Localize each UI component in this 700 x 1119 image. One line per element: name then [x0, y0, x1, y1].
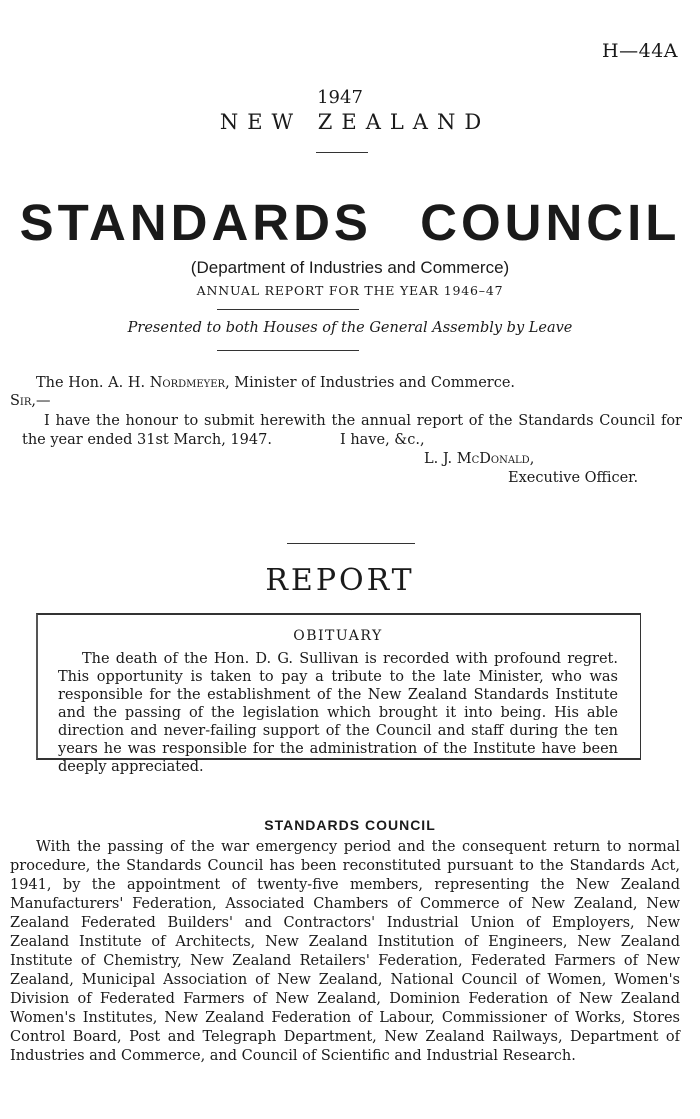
presented-note: Presented to both Houses of the General Assembly by Leave	[127, 320, 573, 336]
section-heading: STANDARDS COUNCIL	[264, 817, 436, 833]
divider	[217, 350, 359, 351]
divider	[316, 152, 368, 153]
divider	[287, 543, 415, 544]
obituary-text: The death of the Hon. D. G. Sullivan is recorded with profound regret. This opportunity is taken to pay a tribute to the late Minister, who was responsible for the establishment of the New Zealand Standards Institute and the passing of the legislation which brought it into being. His able direction and never-failing support of the Council and staff during the ten years he was responsible for the administration of the Institute have been deeply appreciated.	[58, 651, 618, 775]
addressee-suffix: , Minister of Industries and Commerce.	[225, 375, 516, 391]
salutation: Sir,—	[10, 393, 51, 409]
document-reference: H—44A	[602, 40, 678, 62]
addressee-name: Nordmeyer	[149, 375, 226, 391]
annual-report-line: ANNUAL REPORT FOR THE YEAR 1946–47	[196, 283, 504, 298]
report-heading: REPORT	[265, 563, 415, 598]
publication-year: 1947	[317, 87, 363, 108]
document-title: STANDARDS COUNCIL	[19, 194, 681, 251]
obituary-heading: OBITUARY	[293, 628, 383, 644]
letter-body: I have the honour to submit herewith the annual report of the Standards Council for the year ended 31st March, 1947.	[22, 413, 682, 448]
addressee-prefix: The Hon. A. H.	[36, 375, 150, 391]
letter-closing: I have, &c.,	[340, 432, 425, 448]
divider	[217, 309, 359, 310]
addressee-line	[36, 374, 515, 393]
signatory-name: L. J. McDonald,	[424, 451, 535, 467]
obituary-box	[36, 613, 641, 775]
signatory-title: Executive Officer.	[508, 470, 639, 486]
department-subtitle: (Department of Industries and Commerce)	[190, 258, 510, 277]
country-heading: NEW ZEALAND	[219, 110, 491, 134]
section-paragraph: With the passing of the war emergency period and the consequent return to normal procedure, the Standards Council has been reconstituted pursuant to the Standards Act, 1941, by the appointment of twenty-five members, representing the New Zealand Manufacturers' Federation, Associated Chambers of Commerce of New Zealand, New Zealand Federated Builders' and Contractors' Industrial Union of Employers, New Zealand Institute of Architects, New Zealand Institution of Engineers, New Zealand Institute of Chemistry, New Zealand Retailers' Federation, Federated Farmers of New Zealand, Municipal Association of New Zealand, National Council of Women, Women's Division of Federated Farmers of New Zealand, Dominion Federation of New Zealand Women's Institutes, New Zealand Federation of Labour, Commissioner of Works, Stores Control Board, Post and Telegraph Department, New Zealand Railways, Department of Industries and Commerce, and Council of Scientific and Industrial Research.	[10, 839, 680, 1064]
